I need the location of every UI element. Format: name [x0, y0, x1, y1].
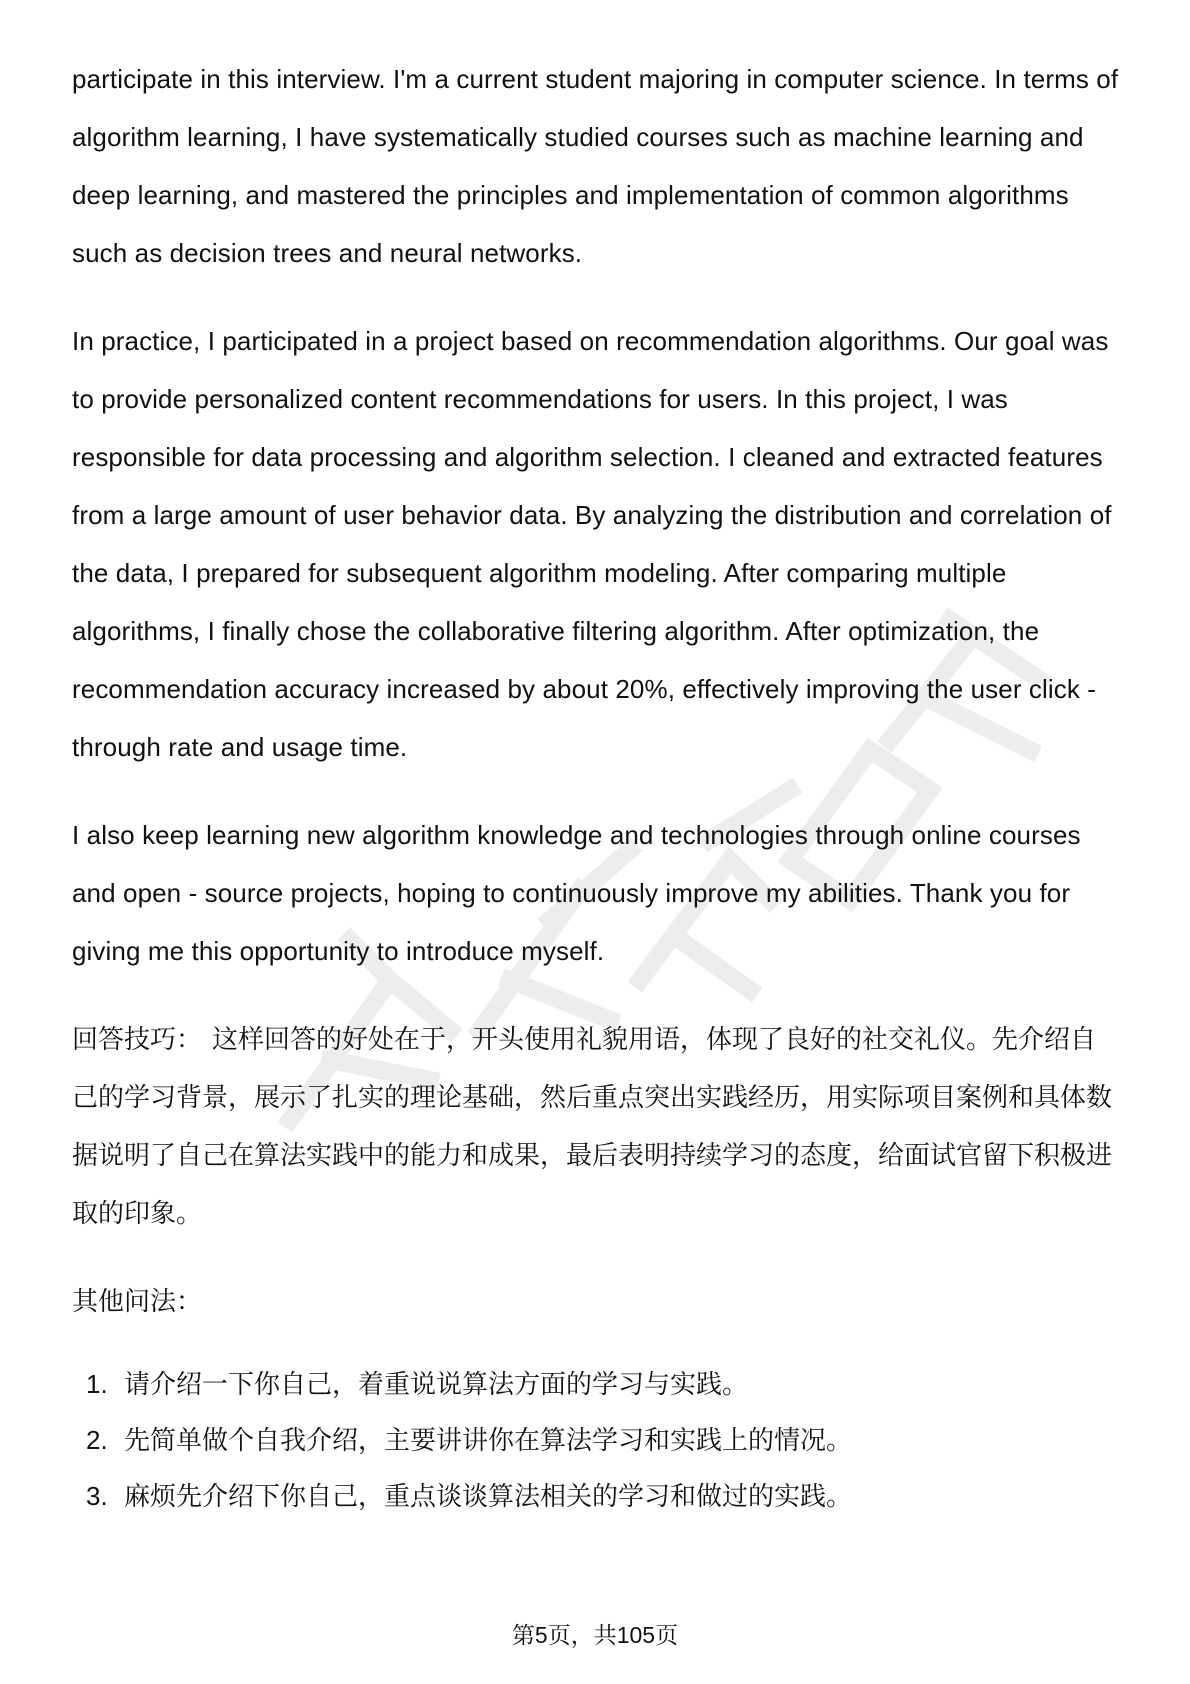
- list-item-text: 麻烦先介绍下你自己，重点谈谈算法相关的学习和做过的实践。: [124, 1481, 853, 1511]
- answer-paragraph-3: I also keep learning new algorithm knowledge and technologies through online courses and open - source projects, hoping to continuously improve my abilities. Thank you for giving me this opportunity to introduce myself.: [72, 820, 1081, 966]
- list-item-number: 2.: [86, 1425, 108, 1455]
- other-questions-list: [72, 1356, 1122, 1524]
- answer-paragraph-1: participate in this interview. I'm a current student majoring in computer science. In terms of algorithm learning, I have systematically studied courses such as machine learning and deep learning, and mastered the principles and implementation of common algorithms such as decision trees and neural networks.: [72, 64, 1119, 268]
- list-item: [72, 1412, 1122, 1468]
- answer-tips-label: 回答技巧：: [72, 1024, 203, 1054]
- answer-paragraph-2: In practice, I participated in a project based on recommendation algorithms. Our goal was to provide personalized content recommendations for users. In this project, I was responsible for data processing and algorithm selection. I cleaned and extracted features from a large amount of user behavior data. By analyzing the distribution and correlation of the data, I prepared for subsequent algorithm modeling. After comparing multiple algorithms, I finally chose the collaborative filtering algorithm. After optimization, the recommendation accuracy increased by about 20%, effectively improving the user click - through rate and usage time.: [72, 326, 1112, 762]
- list-item-number: 1.: [86, 1369, 108, 1399]
- list-item: [72, 1356, 1122, 1412]
- other-questions-heading: 其他问法：: [72, 1286, 203, 1316]
- main-content: [72, 50, 1122, 1524]
- list-item-text: 先简单做个自我介绍，主要讲讲你在算法学习和实践上的情况。: [124, 1425, 853, 1455]
- answer-tips-text: 这样回答的好处在于，开头使用礼貌用语，体现了良好的社交礼仪。先介绍自己的学习背景，展示了扎实的理论基础，然后重点突出实践经历，用实际项目案例和具体数据说明了自己在算法实践中的能力和成果，最后表明持续学习的态度，给面试官留下积极进取的印象。: [72, 1024, 1113, 1228]
- answer-tips: [72, 1010, 1122, 1242]
- page-number-footer: 第5页，共105页: [511, 1622, 679, 1648]
- list-item-number: 3.: [86, 1481, 108, 1511]
- list-item: [72, 1468, 1122, 1524]
- list-item-text: 请介绍一下你自己，着重说说算法方面的学习与实践。: [124, 1369, 749, 1399]
